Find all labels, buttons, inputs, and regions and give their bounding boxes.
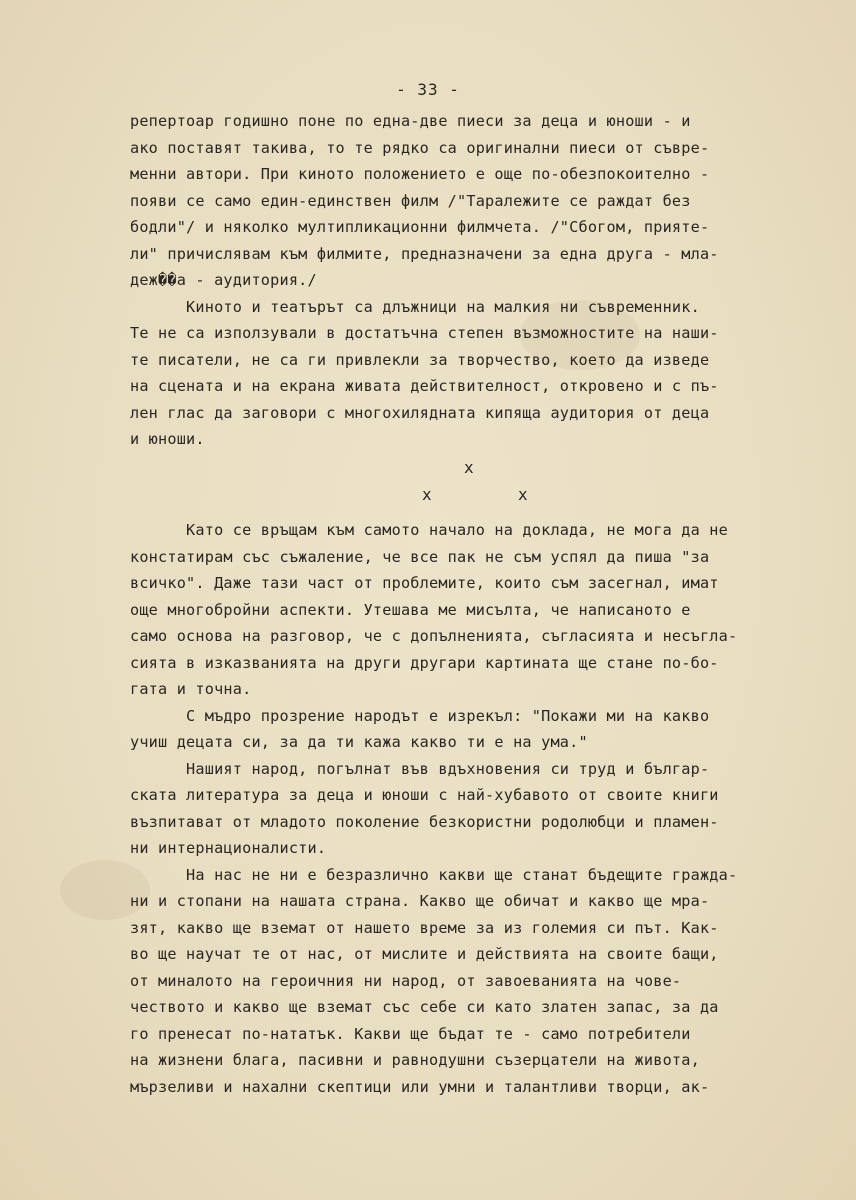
text-line: Като се връщам към самото начало на доклада, не мога да не (130, 521, 728, 539)
text-line: Те не са използували в достатъчна степен възможностите на наши- (130, 324, 719, 342)
text-line: ни и стопани на нашата страна. Какво ще обичат и какво ще мра- (130, 892, 710, 910)
text-line: само основа на разговор, че с допълненията, съгласията и несъгла- (130, 627, 738, 645)
text-line: чеството и какво ще вземат със себе си като златен запас, за да (130, 998, 719, 1016)
text-line: мързеливи и нахални скептици или умни и талантливи творци, ак- (130, 1077, 710, 1096)
text-line: ни интернационалисти. (130, 839, 327, 857)
section-separator-mark: x (422, 485, 432, 504)
text-line: репертоар годишно поне по една-две пиеси за деца и юноши - и (130, 112, 691, 130)
text-line: от миналото на героичния ни народ, от завоеванията на чове- (130, 971, 682, 990)
text-line: Нашият народ, погълнат във вдъхновения си труд и българ- (130, 759, 710, 778)
text-line: С мъдро прозрение народът е изрекъл: "Покажи ми на какво (130, 706, 710, 725)
text-line: учиш децата си, за да ти кажа какво ти е на ума." (130, 733, 588, 751)
text-line: и юноши. (130, 430, 205, 448)
text-line: ли" причислявам към филмите, предназначени за една друга - мла- (130, 244, 719, 263)
text-line: възпитават от младото поколение безкористни родолюбци и пламен- (130, 812, 719, 831)
text-line: менни автори. При киното положението е още по-обезпокоително - (130, 165, 710, 183)
text-line: всичко". Даже тази част от проблемите, които съм засегнал, имат (130, 574, 719, 592)
text-line: бодли"/ и няколко мултипликационни филмчета. /"Сбогом, прияте- (130, 218, 710, 236)
text-line: го пренесат по-нататък. Какви ще бъдат те - само потребители (130, 1024, 691, 1043)
text-line: на жизнени блага, пасивни и равнодушни съзерцатели на живота, (130, 1051, 700, 1069)
text-line: зят, какво ще вземат от нашето време за из големия си път. Как- (130, 918, 719, 937)
text-line: те писатели, не са ги привлекли за творчество, което да изведе (130, 350, 710, 369)
text-block-top (130, 108, 830, 453)
text-line: ската литература за деца и юноши с най-хубавото от своите книги (130, 786, 719, 804)
text-line: още многобройни аспекти. Утешава ме мисълта, че написаното е (130, 600, 691, 619)
text-line: Киното и театърът са длъжници на малкия ни съвременник. (130, 297, 700, 316)
text-line: на сцената и на екрана живата действителност, откровено и с пъ- (130, 377, 719, 395)
text-line: во ще научат те от нас, от мислите и действията на своите бащи, (130, 945, 719, 963)
text-line: сията в изказванията на други другари картината ще стане по-бо- (130, 653, 719, 672)
page-number: - 33 - (396, 80, 460, 99)
text-line: констатирам със съжаление, че все пак не съм успял да пиша "за (130, 547, 710, 566)
text-line: деж��а - аудитория./ (130, 271, 317, 289)
text-line: появи се само един-единствен филм /"Таралежите се раждат без (130, 191, 691, 210)
section-separator-mark: x (464, 458, 474, 477)
text-line: гата и точна. (130, 680, 252, 698)
section-separator-mark: x (518, 485, 528, 504)
text-line: лен глас да заговори с многохилядната кипяща аудитория от деца (130, 403, 710, 422)
text-line: На нас не ни е безразлично какви ще станат бъдещите гражда- (130, 865, 738, 884)
text-line: ако поставят такива, то те рядко са оригинални пиеси от съвре- (130, 138, 710, 157)
text-block-bottom (130, 517, 830, 1100)
